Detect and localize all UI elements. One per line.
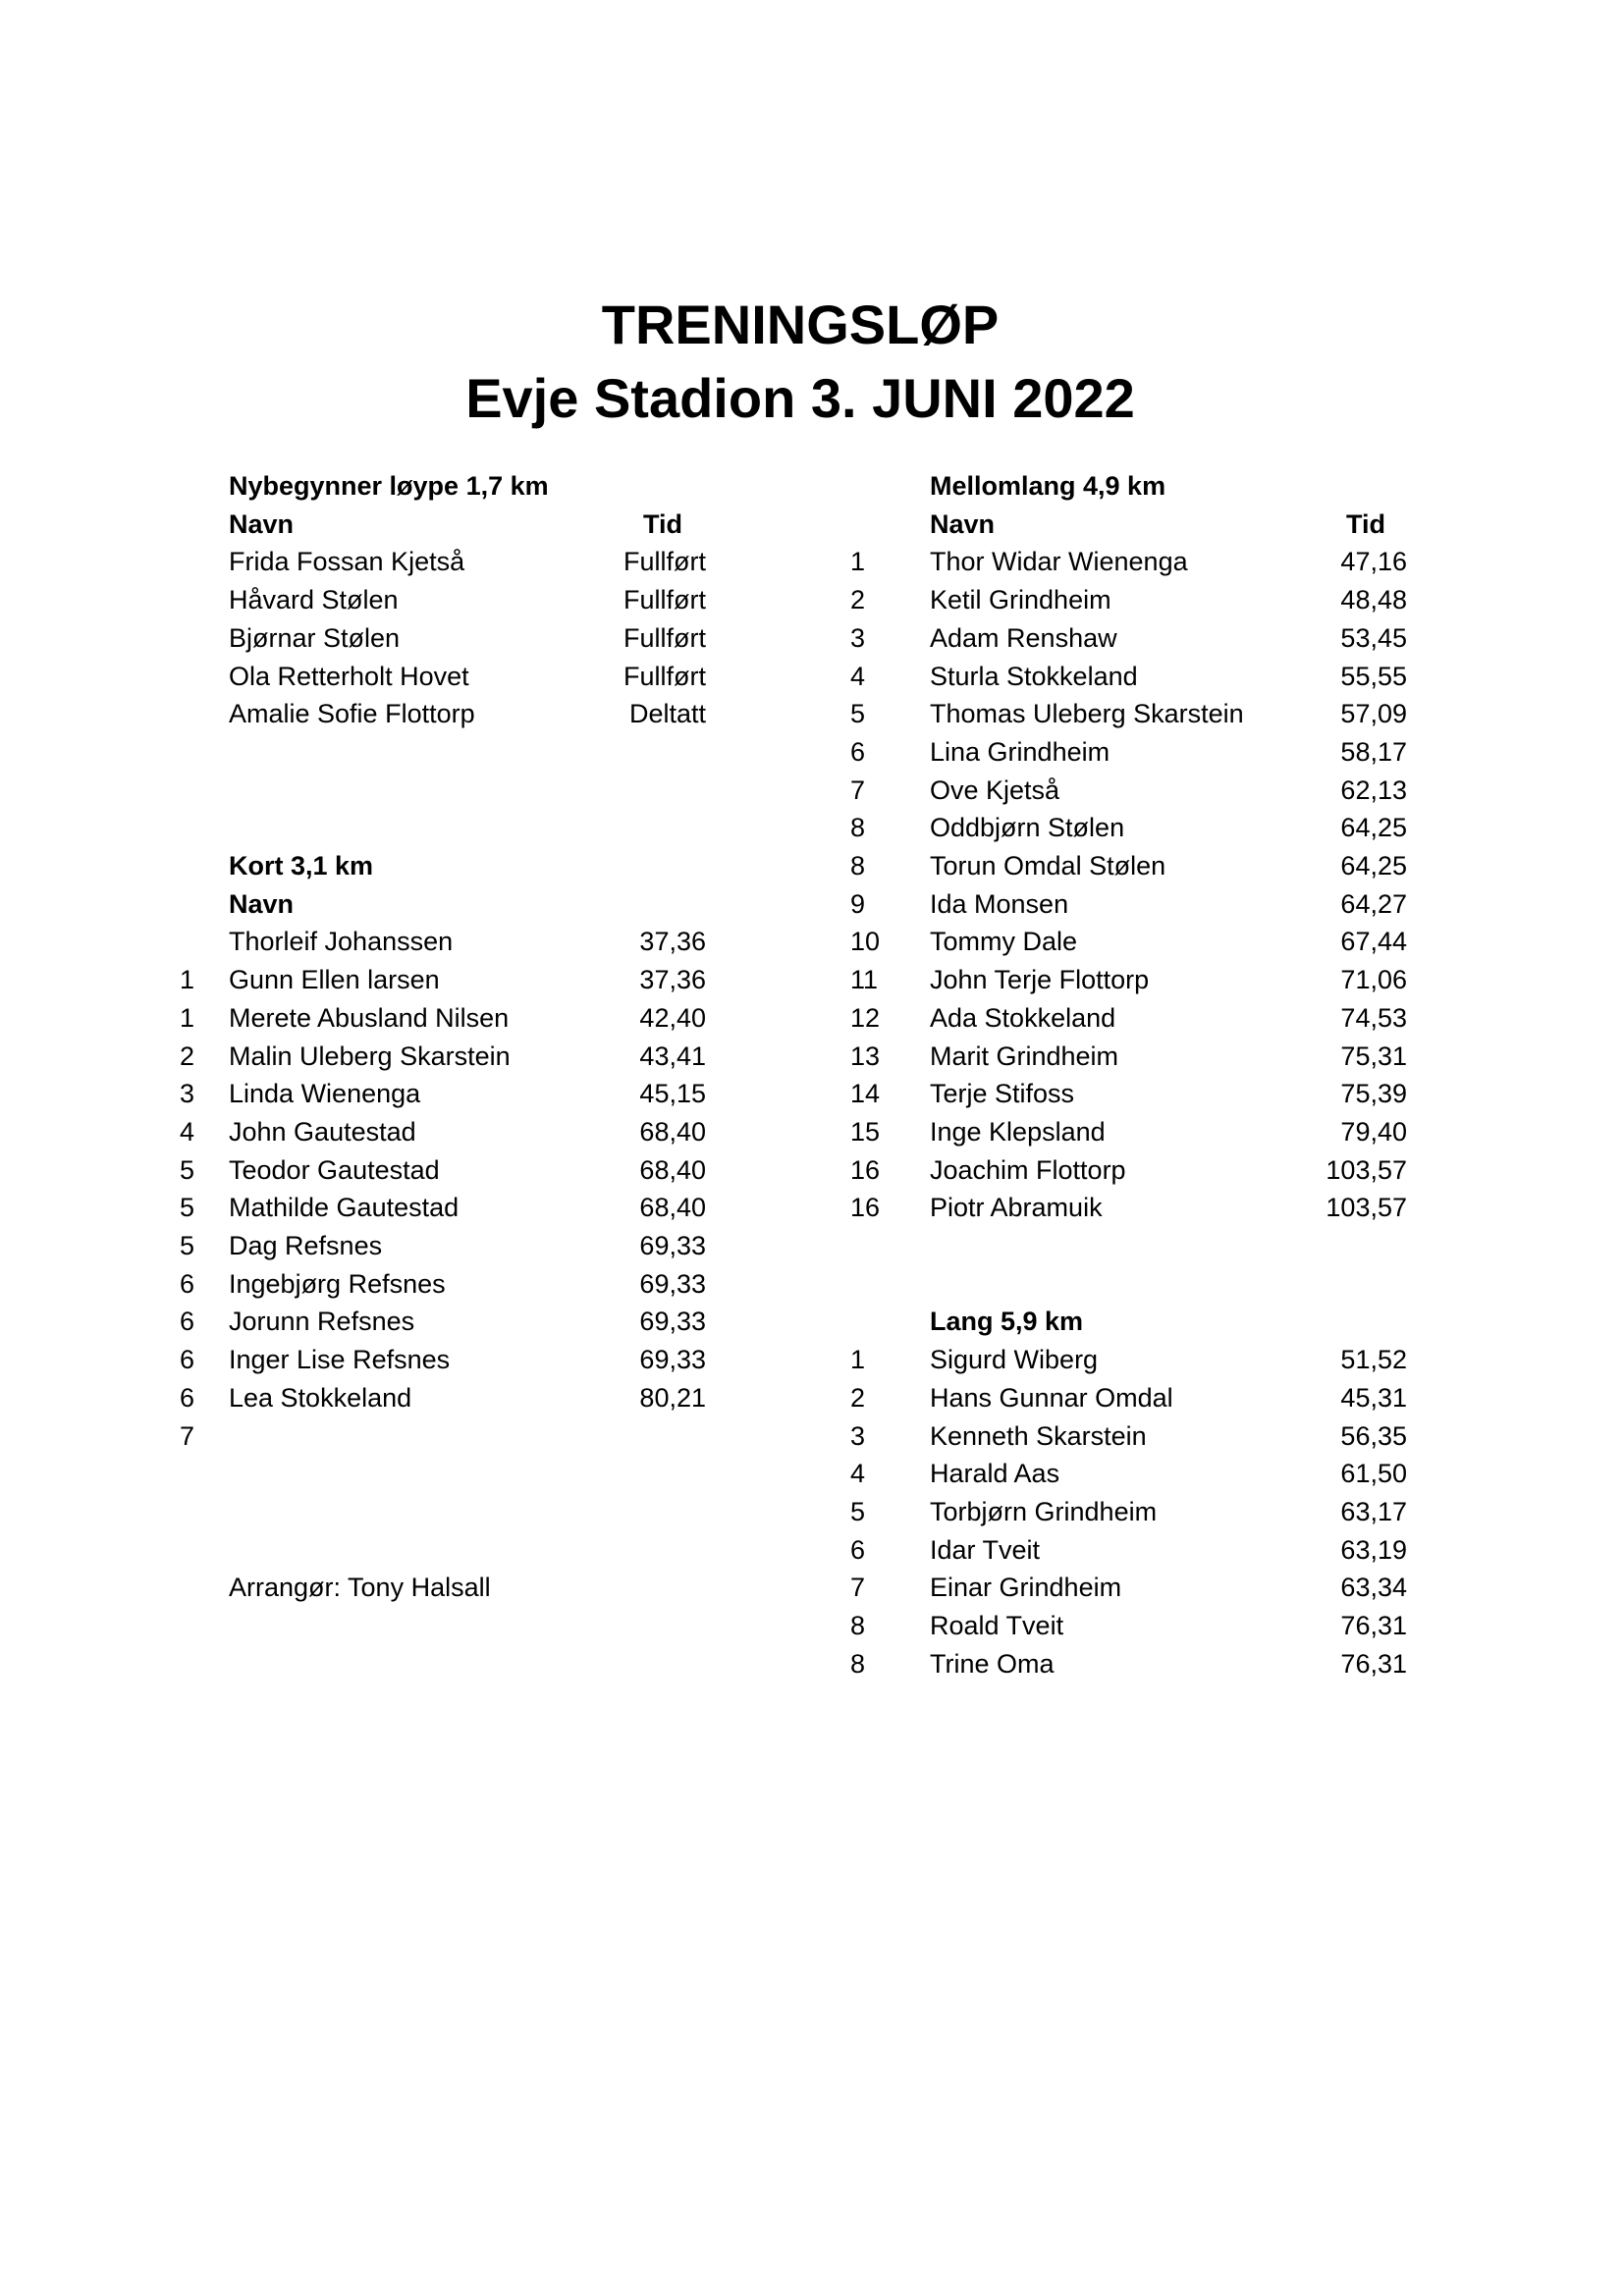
result-name: Merete Abusland Nilsen [229,1002,510,1033]
result-name: Gunn Ellen larsen [229,965,440,995]
result-rank: 6 [850,736,866,767]
result-time: 55,55 [1340,661,1407,691]
section-heading-lang: Lang 5,9 km [930,1307,1084,1337]
result-name: Idar Tveit [930,1534,1041,1565]
result-name: Ingebjørg Refsnes [229,1268,446,1299]
result-time: 75,39 [1340,1079,1407,1109]
result-time: Fullført [623,661,706,691]
result-rank: 10 [850,927,881,957]
result-time: 62,13 [1340,774,1407,805]
result-name: Håvard Stølen [229,585,399,615]
result-rank: 16 [850,1193,881,1223]
result-time: Fullført [623,622,706,653]
result-name: Thomas Uleberg Skarstein [930,699,1244,729]
result-rank: 7 [850,774,866,805]
result-name: Sturla Stokkeland [930,661,1138,691]
column-header-time: Tid [643,508,682,539]
result-rank: 5 [180,1154,195,1185]
result-time: 79,40 [1340,1116,1407,1147]
result-name: Ketil Grindheim [930,585,1111,615]
result-time: 69,33 [639,1345,706,1375]
column-header-name: Navn [930,508,996,539]
result-rank: 8 [850,1611,866,1640]
result-time: 51,52 [1340,1345,1407,1375]
result-name: Ida Monsen [930,888,1069,919]
result-rank: 1 [180,1002,195,1033]
result-name: Inger Lise Refsnes [229,1345,451,1375]
result-rank: 6 [180,1307,195,1337]
result-rank: 8 [850,1648,866,1679]
result-name: Joachim Flottorp [930,1154,1126,1185]
result-name: Hans Gunnar Omdal [930,1382,1173,1413]
document-title: TRENINGSLØP [601,294,1000,355]
result-name: Terje Stifoss [930,1079,1075,1109]
result-time: 61,50 [1340,1459,1407,1489]
result-rank: 16 [850,1154,881,1185]
result-name: Ove Kjetså [930,774,1060,805]
result-rank: 3 [180,1079,195,1109]
result-name: Tommy Dale [930,927,1078,957]
result-name: Torbjørn Grindheim [930,1496,1158,1526]
section-heading-nybegynner: Nybegynner løype 1,7 km [229,471,549,501]
result-rank: 5 [850,699,866,729]
result-time: 37,36 [639,965,706,995]
result-rank: 14 [850,1079,881,1109]
result-time: 71,06 [1340,965,1407,995]
result-time: 42,40 [639,1002,706,1033]
result-time: 69,33 [639,1268,706,1299]
result-time: 64,27 [1340,888,1407,919]
result-name: Roald Tveit [930,1611,1064,1640]
result-name: Inge Klepsland [930,1116,1106,1147]
result-time: 53,45 [1340,622,1407,653]
result-time: 45,15 [639,1079,706,1109]
column-header-time: Tid [1346,508,1385,539]
result-rank: 3 [850,1420,866,1451]
result-name: John Gautestad [229,1116,416,1147]
result-rank: 7 [850,1573,866,1603]
result-name: Thor Widar Wienenga [930,547,1188,577]
result-name: Kenneth Skarstein [930,1420,1147,1451]
result-rank: 11 [850,965,879,995]
result-name: Oddbjørn Stølen [930,813,1125,843]
result-time: 63,19 [1340,1534,1407,1565]
result-rank: 13 [850,1041,881,1071]
result-rank: 5 [850,1496,866,1526]
result-time: 43,41 [639,1041,706,1071]
result-time: 69,33 [639,1231,706,1260]
result-time: 103,57 [1326,1154,1407,1185]
result-time: 67,44 [1340,927,1407,957]
result-rank: 5 [180,1193,195,1223]
result-rank: 4 [180,1116,195,1147]
result-rank: 8 [850,851,866,881]
result-time: 64,25 [1340,813,1407,843]
result-time: 63,17 [1340,1496,1407,1526]
result-name: Thorleif Johanssen [229,927,454,957]
result-rank: 2 [850,1382,866,1413]
result-time: 47,16 [1340,547,1407,577]
result-time: 63,34 [1340,1573,1407,1603]
result-time: 76,31 [1340,1611,1407,1640]
result-name: John Terje Flottorp [930,965,1150,995]
column-header-name: Navn [229,508,295,539]
result-rank: 2 [850,585,866,615]
result-name: Frida Fossan Kjetså [229,547,465,577]
result-name: Torun Omdal Stølen [930,851,1166,881]
result-rank: 6 [180,1268,195,1299]
result-name: Sigurd Wiberg [930,1345,1099,1375]
result-name: Piotr Abramuik [930,1193,1103,1223]
result-time: 74,53 [1340,1002,1407,1033]
result-time: 103,57 [1326,1193,1407,1223]
result-rank: 5 [180,1231,195,1260]
result-name: Ada Stokkeland [930,1002,1116,1033]
result-time: 75,31 [1340,1041,1407,1071]
result-rank: 3 [850,622,866,653]
result-name: Bjørnar Stølen [229,622,401,653]
result-rank: 6 [850,1534,866,1565]
section-heading-mellomlang: Mellomlang 4,9 km [930,471,1166,501]
result-rank: 15 [850,1116,881,1147]
result-time: 48,48 [1340,585,1407,615]
result-time: 37,36 [639,927,706,957]
section-heading-kort: Kort 3,1 km [229,851,374,881]
result-time: 57,09 [1340,699,1407,729]
result-time [568,1417,706,1456]
organizer-credit: Arrangør: Tony Halsall [229,1573,491,1603]
result-rank: 12 [850,1002,881,1033]
result-name: Malin Uleberg Skarstein [229,1041,511,1071]
result-name: Adam Renshaw [930,622,1117,653]
result-rank: 1 [850,547,866,577]
result-time: Fullført [623,547,706,577]
result-name: Teodor Gautestad [229,1154,440,1185]
result-time: 68,40 [639,1116,706,1147]
result-time: 68,40 [639,1154,706,1185]
result-rank: 9 [850,888,866,919]
result-name: Lina Grindheim [930,736,1110,767]
column-header-name: Navn [229,888,295,919]
result-name: Ola Retterholt Hovet [229,661,469,691]
result-time: 64,25 [1340,851,1407,881]
result-rank: 7 [180,1420,195,1451]
result-name: Linda Wienenga [229,1079,421,1109]
result-rank: 4 [850,661,866,691]
result-name: Harald Aas [930,1459,1060,1489]
result-name: Dag Refsnes [229,1231,383,1260]
result-rank: 8 [850,813,866,843]
result-time: 58,17 [1340,736,1407,767]
result-name: Jorunn Refsnes [229,1307,415,1337]
result-rank: 6 [180,1382,195,1413]
result-time: Fullført [623,585,706,615]
result-rank: 1 [180,965,195,995]
result-time: Deltatt [628,699,706,729]
result-time: 80,21 [639,1382,706,1413]
result-name: Trine Oma [930,1648,1055,1679]
result-rank: 6 [180,1345,195,1375]
result-time: 56,35 [1340,1420,1407,1451]
result-time: 68,40 [639,1193,706,1223]
result-time: 76,31 [1340,1648,1407,1679]
result-time: 69,33 [639,1307,706,1337]
result-name: Einar Grindheim [930,1573,1122,1603]
result-name: Amalie Sofie Flottorp [229,699,475,729]
document-subtitle: Evje Stadion 3. JUNI 2022 [465,367,1135,429]
result-rank: 1 [850,1345,866,1375]
result-rank: 4 [850,1459,866,1489]
result-name: Mathilde Gautestad [229,1193,460,1223]
result-rank: 2 [180,1041,195,1071]
result-time: 45,31 [1340,1382,1407,1413]
result-name: Lea Stokkeland [229,1382,412,1413]
result-name: Marit Grindheim [930,1041,1119,1071]
